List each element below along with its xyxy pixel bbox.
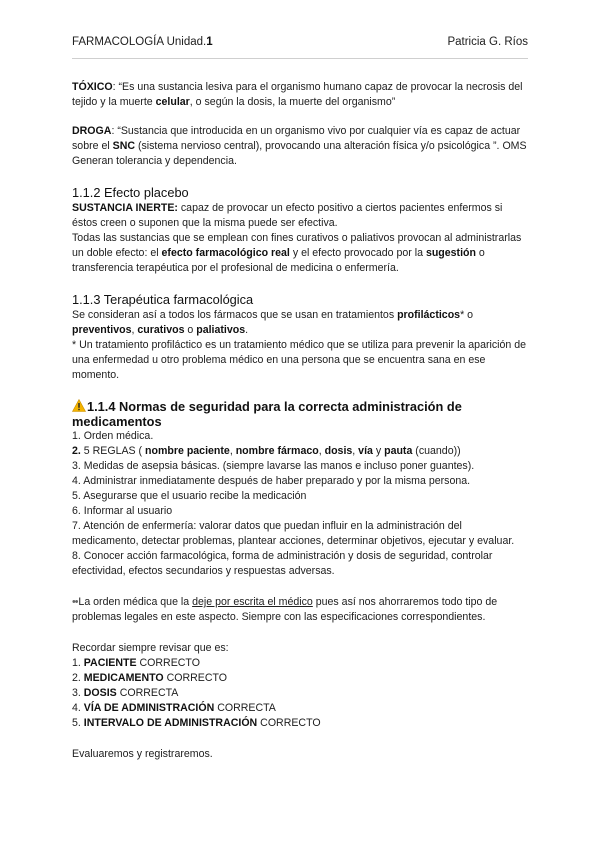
header-unit: 1 bbox=[206, 36, 213, 48]
droga-def-part1: : “Sustancia que introducida en un organismo vivo por cualquier vía es capaz de actuar sobre el bbox=[72, 125, 521, 152]
header-author: Patricia G. Ríos bbox=[447, 36, 528, 48]
inert-term: SUSTANCIA INERTE: bbox=[72, 202, 178, 214]
terapeutica-note: * Un tratamiento profiláctico es un tratamiento médico que se utiliza para prevenir la aparición de una enfermedad u otro problema médico en una persona que se encuentra sana en ese momento. bbox=[72, 339, 527, 381]
item2-c: , bbox=[229, 445, 236, 457]
recordar-intro: Recordar siempre revisar que es: bbox=[72, 642, 229, 654]
norma-item: 5. Asegurarse que el usuario recibe la medicación bbox=[72, 490, 307, 502]
toxico-def-part1: : “Es una sustancia lesiva para el organismo humano capaz de provocar la necrosis del tejido y la muerte bbox=[72, 81, 523, 108]
rec-rest: CORRECTA bbox=[214, 702, 276, 714]
rec-num: 2. bbox=[72, 672, 84, 684]
norma-item bbox=[72, 444, 528, 459]
bullet-dots: •• bbox=[72, 596, 78, 608]
rec-num: 4. bbox=[72, 702, 84, 714]
item2-k: (cuando)) bbox=[412, 445, 461, 457]
rec-rest: CORRECTO bbox=[257, 717, 321, 729]
orden-a: La orden médica que la bbox=[78, 596, 193, 608]
ter-i: . bbox=[245, 324, 249, 336]
rec-rest: CORRECTA bbox=[116, 687, 179, 699]
droga-term: DROGA bbox=[72, 125, 112, 137]
orden-medica-note bbox=[72, 595, 528, 625]
sustancia-inerte-definition bbox=[72, 201, 528, 231]
recordar-item bbox=[72, 701, 528, 716]
item2-f: dosis bbox=[324, 445, 353, 457]
norma-item: 3. Medidas de asepsia básicas. (siempre lavarse las manos e incluso poner guantes). bbox=[72, 460, 475, 472]
toxico-definition bbox=[72, 80, 528, 110]
norma-item: 7. Atención de enfermería: valorar datos que puedan influir en la administración del medicamento, detectar problemas, plantear acciones, determinar objetivos, ejecutar y evaluar. bbox=[72, 520, 515, 547]
rec-rest: CORRECTO bbox=[136, 657, 200, 669]
section-title-normas bbox=[72, 399, 528, 429]
ter-b: profilácticos bbox=[397, 309, 461, 321]
rec-bold: INTERVALO DE ADMINISTRACIÓN bbox=[83, 717, 258, 729]
header-subject-text: FARMACOLOGÍA Unidad. bbox=[72, 36, 207, 48]
droga-definition bbox=[72, 124, 528, 169]
item2-g: , bbox=[352, 445, 359, 457]
norma-item: 6. Informar al usuario bbox=[72, 505, 173, 517]
header-divider bbox=[72, 58, 528, 59]
placebo-text-c: y el efecto provocado por la bbox=[289, 247, 426, 259]
toxico-term: TÓXICO bbox=[72, 81, 113, 93]
closing-line: Evaluaremos y registraremos. bbox=[72, 748, 213, 760]
rec-num: 5. bbox=[72, 717, 84, 729]
recordar-item bbox=[72, 686, 528, 701]
ter-h: paliativos bbox=[196, 324, 246, 336]
placebo-bold-b: efecto farmacológico real bbox=[161, 247, 290, 259]
page-header bbox=[72, 36, 528, 48]
rec-bold: PACIENTE bbox=[83, 657, 137, 669]
warning-icon bbox=[72, 399, 86, 412]
toxico-bold: celular bbox=[155, 96, 190, 108]
item2-num: 2. bbox=[72, 445, 81, 457]
recordar-item bbox=[72, 671, 528, 686]
rec-bold: MEDICAMENTO bbox=[83, 672, 164, 684]
item2-d: nombre fármaco bbox=[235, 445, 319, 457]
placebo-paragraph bbox=[72, 231, 528, 276]
orden-c: pues así nos ahorraremos todo tipo de problemas legales en este aspecto. Siempre con las especificaciones correspondientes. bbox=[72, 596, 498, 623]
terapeutica-paragraph bbox=[72, 308, 528, 338]
placebo-text-a: Todas las sustancias que se emplean con fines curativos o paliativos provocan al administrarlas un doble efecto: el bbox=[72, 232, 522, 259]
ter-f: curativos bbox=[137, 324, 185, 336]
recordar-item bbox=[72, 656, 528, 671]
orden-underlined: deje por escrita el médico bbox=[192, 596, 313, 608]
inert-def: capaz de provocar un efecto positivo a ciertos pacientes enfermos si éstos creen o suponen que la misma puede ser efectiva. bbox=[72, 202, 503, 229]
placebo-text-e: o transferencia terapéutica por el profesional de medicina o enfermería. bbox=[72, 247, 485, 274]
droga-def-part2: (sistema nervioso central), provocando una alteración física y/o psicológica ”. OMS Generan tolerancia y dependencia. bbox=[72, 140, 527, 167]
rec-bold: VÍA DE ADMINISTRACIÓN bbox=[83, 702, 215, 714]
ter-c: * o bbox=[460, 309, 474, 321]
section-title-placebo: 1.1.2 Efecto placebo bbox=[72, 185, 189, 200]
item2-e: , bbox=[318, 445, 325, 457]
item2-j: pauta bbox=[384, 445, 413, 457]
item2-a: 5 REGLAS ( bbox=[80, 445, 146, 457]
header-subject bbox=[72, 36, 213, 48]
rec-num: 1. bbox=[72, 657, 84, 669]
toxico-def-part2: , o según la dosis, la muerte del organismo” bbox=[189, 96, 396, 108]
norma-item: 8. Conocer acción farmacológica, forma de administración y dosis de seguridad, controlar efectividad, efectos secundarios y respuestas adversas. bbox=[72, 550, 493, 577]
document-body bbox=[72, 80, 528, 762]
ter-d: preventivos bbox=[72, 324, 132, 336]
item2-i: y bbox=[372, 445, 385, 457]
rec-num: 3. bbox=[72, 687, 84, 699]
section-title-terapeutica: 1.1.3 Terapéutica farmacológica bbox=[72, 292, 254, 307]
item2-h: vía bbox=[358, 445, 373, 457]
ter-e: , bbox=[131, 324, 138, 336]
ter-g: o bbox=[184, 324, 197, 336]
ter-a: Se consideran así a todos los fármacos que se usan en tratamientos bbox=[72, 309, 398, 321]
normas-title-text: 1.1.4 Normas de seguridad para la correcta administración de medicamentos bbox=[72, 399, 462, 429]
norma-item: 4. Administrar inmediatamente después de haber preparado y por la misma persona. bbox=[72, 475, 471, 487]
placebo-bold-d: sugestión bbox=[425, 247, 476, 259]
norma-item: 1. Orden médica. bbox=[72, 430, 154, 442]
recordar-item bbox=[72, 716, 528, 731]
item2-b: nombre paciente bbox=[145, 445, 230, 457]
rec-rest: CORRECTO bbox=[163, 672, 228, 684]
droga-bold: SNC bbox=[112, 140, 136, 152]
rec-bold: DOSIS bbox=[83, 687, 117, 699]
